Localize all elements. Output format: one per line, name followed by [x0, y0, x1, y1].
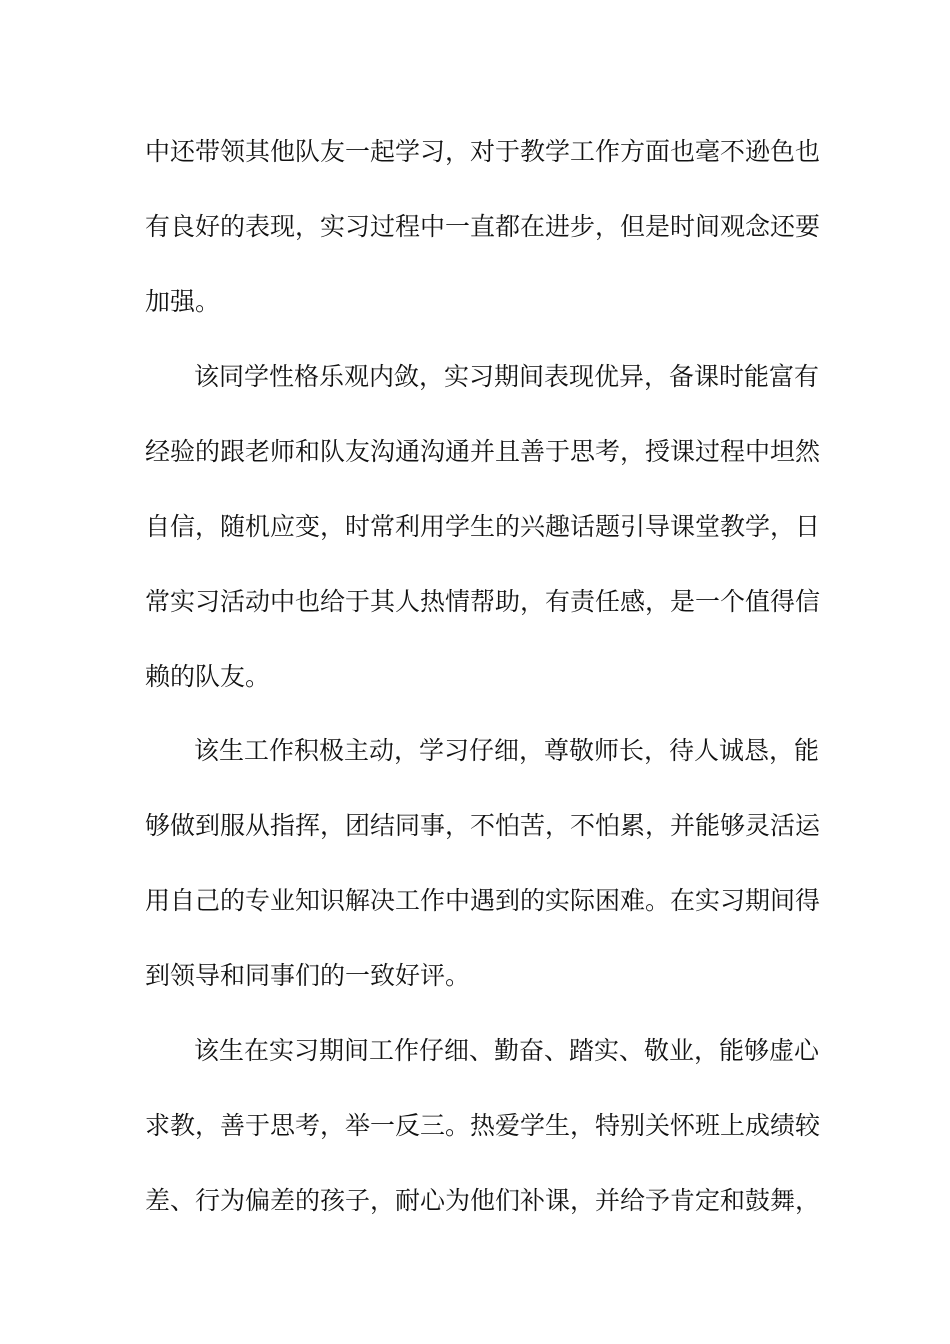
text-line-4: 该同学性格乐观内敛，实习期间表现优异，备课时能富有	[194, 362, 820, 391]
text-line-5: 经验的跟老师和队友沟通沟通并且善于思考，授课过程中坦然	[145, 437, 821, 466]
text-line-8: 赖的队友。	[145, 662, 271, 691]
text-line-2: 有良好的表现，实习过程中一直都在进步，但是时间观念还要	[145, 212, 821, 241]
text-line-7: 常实习活动中也给于其人热情帮助，有责任感，是一个值得信	[145, 587, 821, 616]
text-line-3: 加强。	[145, 287, 221, 316]
text-line-11: 用自己的专业知识解决工作中遇到的实际困难。在实习期间得	[145, 886, 821, 915]
text-line-10: 够做到服从指挥，团结同事，不怕苦，不怕累，并能够灵活运	[145, 811, 821, 840]
text-line-1: 中还带领其他队友一起学习，对于教学工作方面也毫不逊色也	[145, 137, 821, 166]
text-line-12: 到领导和同事们的一致好评。	[145, 961, 471, 990]
text-line-14: 求教，善于思考，举一反三。热爱学生，特别关怀班上成绩较	[145, 1111, 821, 1140]
text-line-6: 自信，随机应变，时常利用学生的兴趣话题引导课堂教学，日	[145, 512, 821, 541]
text-line-9: 该生工作积极主动，学习仔细，尊敬师长，待人诚恳，能	[194, 736, 820, 765]
text-line-13: 该生在实习期间工作仔细、勤奋、踏实、敬业，能够虚心	[194, 1036, 820, 1065]
text-line-15: 差、行为偏差的孩子，耐心为他们补课，并给予肯定和鼓舞，	[145, 1186, 821, 1215]
